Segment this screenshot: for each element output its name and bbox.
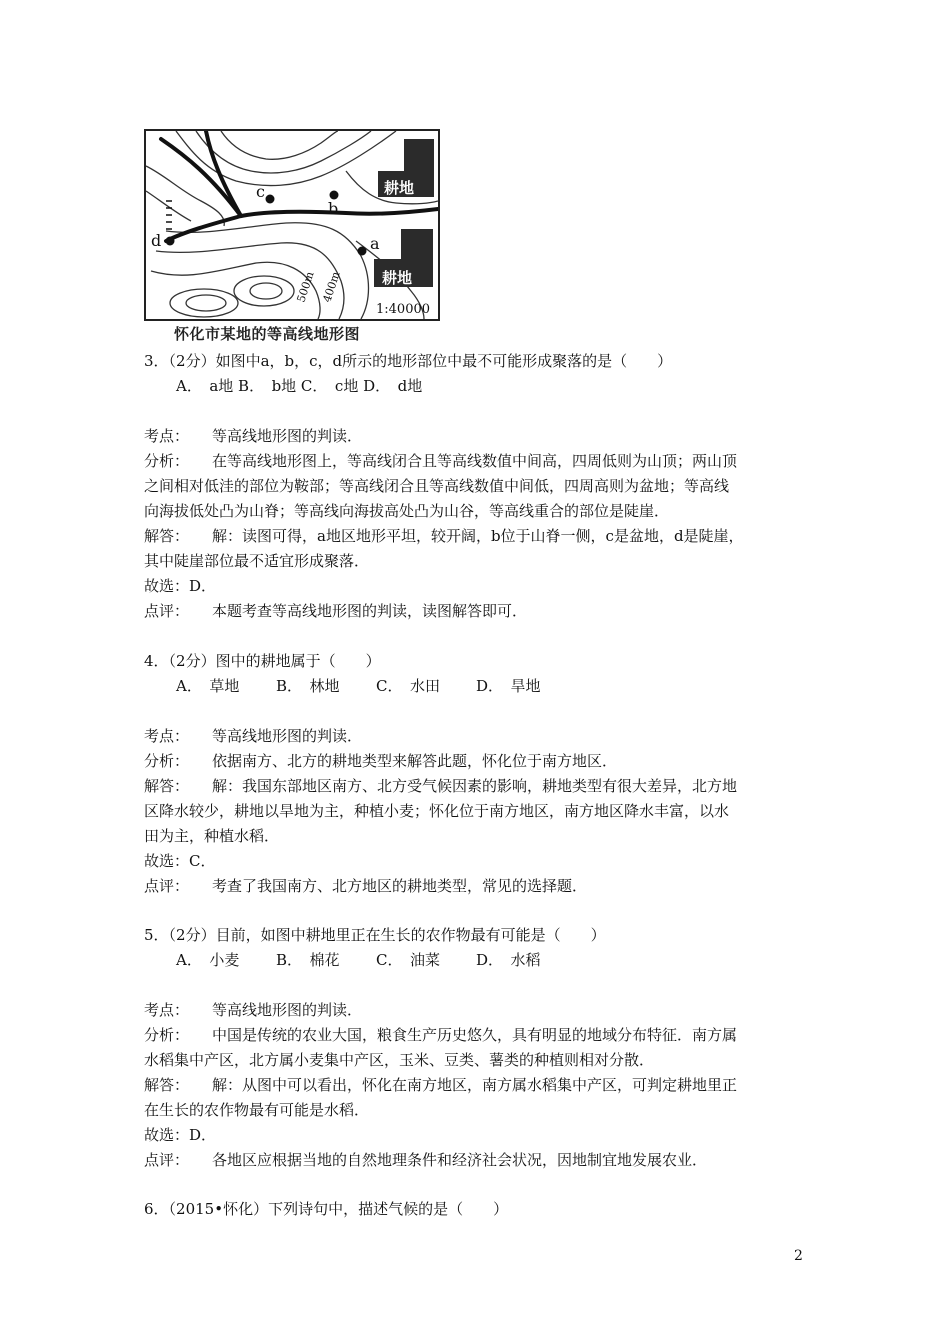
q3-kaodian-label: 考点：	[144, 427, 190, 445]
q5-jieda-line: 解：从图中可以看出，怀化在南方地区，南方属水稻集中产区，可判定耕地里正	[212, 1076, 738, 1094]
q3-options: A． a地 B． b地 C． c地 D． d地	[176, 377, 423, 395]
label-farmland-bottom: 耕地	[382, 269, 413, 287]
hill-contour	[170, 289, 238, 317]
label-contour-400: 400m	[320, 270, 343, 304]
point-a	[358, 247, 367, 256]
q4-stem: 4．（2分）图中的耕地属于（ ）	[144, 652, 381, 670]
q5-dianping-label: 点评：	[144, 1151, 190, 1169]
q3-fenxi-line: 在等高线地形图上，等高线闭合且等高线数值中间高，四周低则为山顶；两山顶	[212, 452, 738, 470]
label-contour-500: 500m	[294, 270, 317, 304]
q4-jieda-line: 解：我国东部地区南方、北方受气候因素的影响，耕地类型有很大差异，北方地	[212, 777, 738, 795]
q5-kaodian: 等高线地形图的判读．	[212, 1001, 363, 1019]
q5-option: C． 油菜	[376, 951, 440, 969]
q4-jieda-label: 解答：	[144, 777, 190, 795]
q4-option: A． 草地	[176, 677, 240, 695]
q4-kaodian-label: 考点：	[144, 727, 190, 745]
q4-kaodian: 等高线地形图的判读．	[212, 727, 363, 745]
q3-jieda-label: 解答：	[144, 527, 190, 545]
q4-jieda-line: 区降水较少，耕地以旱地为主，种植小麦；怀化位于南方地区，南方地区降水丰富，以水	[144, 802, 730, 820]
q4-option: B． 林地	[276, 677, 340, 695]
point-d	[166, 237, 175, 246]
q5-option: A． 小麦	[176, 951, 240, 969]
q5-kaodian-label: 考点：	[144, 1001, 190, 1019]
q3-fenxi-line: 向海拔低处凸为山脊；等高线向海拔高处凸为山谷，等高线重合的部位是陡崖．	[144, 502, 670, 520]
contour-map-figure	[144, 129, 440, 349]
q5-fenxi-label: 分析：	[144, 1026, 190, 1044]
q3-dianping: 本题考查等高线地形图的判读，读图解答即可．	[212, 602, 528, 620]
contour-line	[196, 131, 371, 173]
label-farmland-top: 耕地	[384, 179, 415, 197]
q5-fenxi-line: 水稻集中产区，北方属小麦集中产区，玉米、豆类、薯类的种植则相对分散．	[144, 1051, 655, 1069]
page-number: 2	[794, 1248, 803, 1264]
q3-fenxi-label: 分析：	[144, 452, 190, 470]
q5-option: D． 水稻	[476, 951, 541, 969]
q4-answer: 故选：C．	[144, 852, 216, 870]
q3-stem: 3．（2分）如图中a，b，c，d所示的地形部位中最不可能形成聚落的是（ ）	[144, 352, 673, 370]
contour-line	[146, 191, 191, 221]
q4-dianping: 考查了我国南方、北方地区的耕地类型，常见的选择题．	[212, 877, 588, 895]
q4-option: D． 旱地	[476, 677, 541, 695]
label-d: d	[151, 231, 162, 250]
label-scale: 1:40000	[376, 302, 431, 317]
contour-line	[156, 243, 344, 319]
label-c: c	[256, 182, 265, 201]
point-c	[266, 195, 275, 204]
hill-contour	[234, 276, 294, 306]
q3-jieda-line: 解：读图可得，a地区地形平坦，较开阔，b位于山脊一侧，c是盆地，d是陡崖，	[212, 527, 744, 545]
contour-line	[221, 131, 338, 159]
q5-stem: 5．（2分）目前，如图中耕地里正在生长的农作物最有可能是（ ）	[144, 926, 606, 944]
label-b: b	[328, 199, 339, 218]
q5-answer: 故选：D．	[144, 1126, 217, 1144]
q3-kaodian: 等高线地形图的判读．	[212, 427, 363, 445]
q5-jieda-line: 在生长的农作物最有可能是水稻．	[144, 1101, 370, 1119]
q4-jieda-line: 田为主，种植水稻．	[144, 827, 280, 845]
hill-contour	[250, 283, 282, 299]
q3-answer: 故选：D．	[144, 577, 217, 595]
q5-dianping: 各地区应根据当地的自然地理条件和经济社会状况，因地制宜地发展农业．	[212, 1151, 708, 1169]
contour-line	[166, 223, 369, 319]
figure-caption: 怀化市某地的等高线地形图	[174, 325, 361, 343]
q3-dianping-label: 点评：	[144, 602, 190, 620]
q4-dianping-label: 点评：	[144, 877, 190, 895]
q5-jieda-label: 解答：	[144, 1076, 190, 1094]
hill-contour	[186, 295, 226, 311]
q4-fenxi-line: 依据南方、北方的耕地类型来解答此题，怀化位于南方地区．	[212, 752, 618, 770]
contour-map	[144, 129, 440, 321]
q5-fenxi-line: 中国是传统的农业大国，粮食生产历史悠久，具有明显的地域分布特征．南方属	[212, 1026, 738, 1044]
q3-fenxi-line: 之间相对低洼的部位为鞍部；等高线闭合且等高线数值中间低，四周高则为盆地；等高线	[144, 477, 730, 495]
q6-stem: 6．（2015•怀化）下列诗句中，描述气候的是（ ）	[144, 1200, 509, 1218]
q5-option: B． 棉花	[276, 951, 340, 969]
label-a: a	[370, 234, 380, 253]
q4-option: C． 水田	[376, 677, 440, 695]
q3-jieda-line: 其中陡崖部位最不适宜形成聚落．	[144, 552, 370, 570]
q4-fenxi-label: 分析：	[144, 752, 190, 770]
